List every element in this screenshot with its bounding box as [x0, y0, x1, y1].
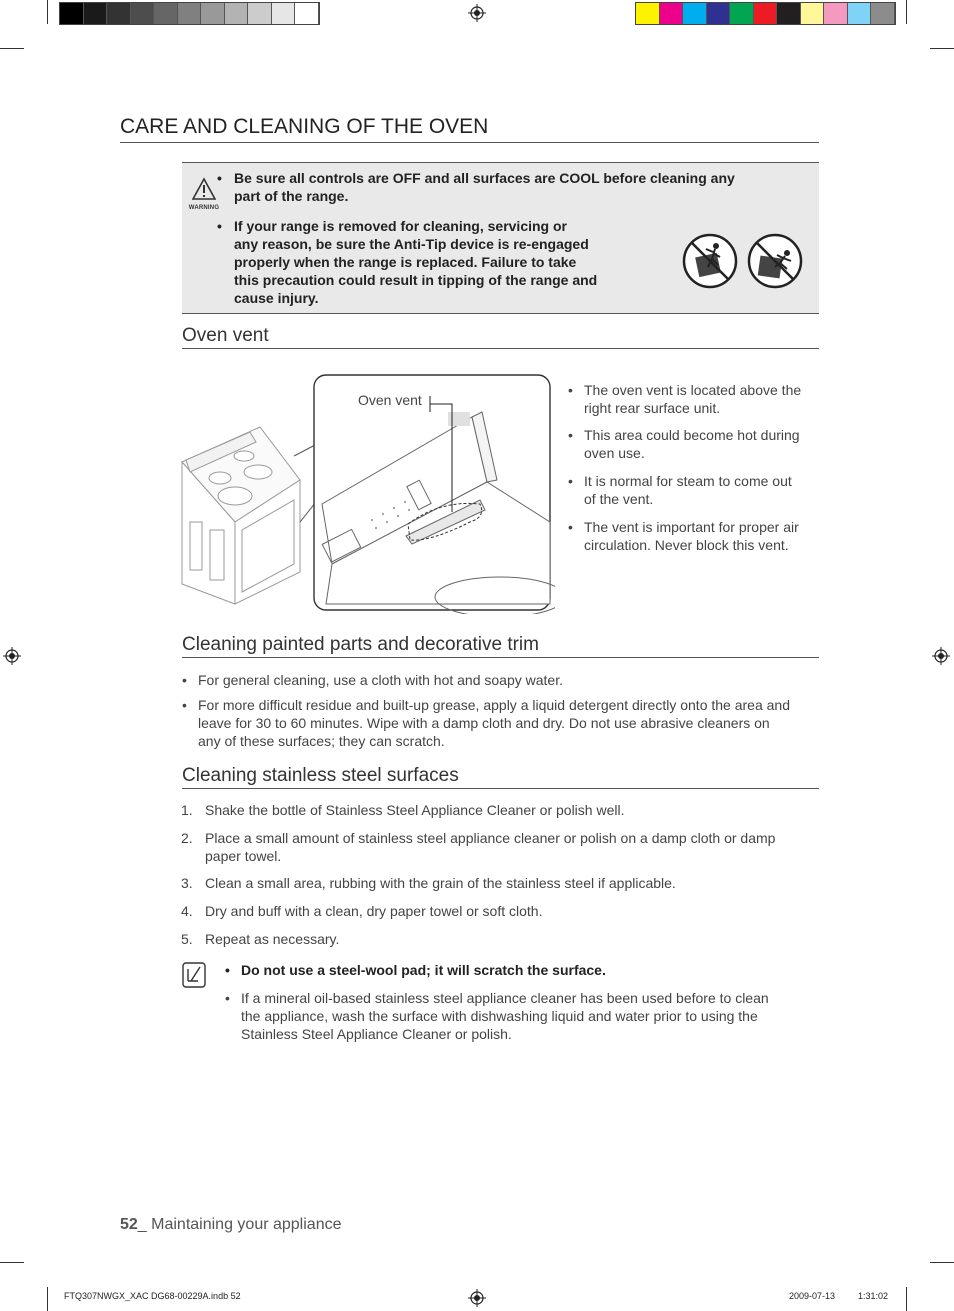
color-swatch [660, 3, 684, 24]
numbered-step [181, 801, 625, 819]
bullet-dot: • [568, 382, 573, 398]
color-swatch [201, 3, 225, 24]
note-item [225, 989, 769, 1043]
section-heading-oven-vent: Oven vent [182, 325, 819, 349]
color-swatch [295, 3, 319, 24]
slug-filename: FTQ307NWGX_XAC DG68-00229A.indb 52 [64, 1291, 241, 1301]
note-line: the appliance, wash the surface with dishwashing liquid and water prior to using the [241, 1008, 758, 1024]
warning-text-line: this precaution could result in tipping of the range and [234, 272, 598, 288]
list-item [568, 518, 799, 554]
page-title: CARE AND CLEANING OF THE OVEN [120, 115, 819, 143]
color-swatch [636, 3, 660, 24]
oven-vent-illustration [180, 372, 555, 614]
bullet-dot: • [568, 473, 573, 489]
step-line: paper towel. [205, 848, 282, 864]
step-number: 5. [181, 931, 193, 947]
step-line: Clean a small area, rubbing with the grain of the stainless steel if applicable. [205, 875, 676, 891]
list-item-line: leave for 30 to 60 minutes. Wipe with a damp cloth and dry. Do not use abrasive cleaners on [198, 715, 770, 731]
color-swatch [848, 3, 872, 24]
color-swatch [107, 3, 131, 24]
slug-time: 1:31:02 [858, 1291, 889, 1301]
bullet-dot: • [225, 962, 230, 978]
step-number: 3. [181, 875, 193, 891]
bullet-dot: • [568, 519, 573, 535]
color-swatch [801, 3, 825, 24]
page-number: 52 [120, 1216, 138, 1233]
color-swatch [225, 3, 249, 24]
color-swatch [777, 3, 801, 24]
color-swatch [871, 3, 895, 24]
step-line: Dry and buff with a clean, dry paper towel or soft cloth. [205, 903, 543, 919]
note-line: If a mineral oil-based stainless steel appliance cleaner has been used before to clean [241, 990, 769, 1006]
registration-mark-icon [468, 1289, 486, 1307]
list-item-line: The vent is important for proper air [584, 519, 799, 535]
bullet-dot: • [182, 672, 187, 688]
color-swatch [84, 3, 108, 24]
registration-mark-icon [3, 647, 21, 665]
footer-section-name: _ Maintaining your appliance [137, 1216, 342, 1233]
bullet-dot: • [225, 990, 230, 1006]
section-heading-stainless: Cleaning stainless steel surfaces [182, 765, 819, 789]
color-swatch-bar [635, 2, 896, 25]
numbered-step [181, 874, 676, 892]
numbered-step [181, 829, 776, 865]
step-number: 1. [181, 802, 193, 818]
warning-text-line: properly when the range is replaced. Failure to take [234, 254, 577, 270]
list-item-line: This area could become hot during [584, 427, 800, 443]
list-item [182, 696, 790, 750]
note-line: Stainless Steel Appliance Cleaner or polish. [241, 1026, 512, 1042]
bullet-dot: • [182, 697, 187, 713]
crop-mark [47, 0, 48, 24]
color-swatch [707, 3, 731, 24]
oven-vent-callout-label: Oven vent [358, 392, 422, 408]
crop-mark [930, 1262, 954, 1263]
warning-item [217, 169, 804, 205]
no-tipping-icon [682, 233, 738, 289]
list-item [568, 472, 792, 508]
registration-mark-icon [932, 647, 950, 665]
numbered-step [181, 930, 340, 948]
crop-mark [930, 48, 954, 49]
step-line: Place a small amount of stainless steel appliance cleaner or polish on a damp cloth or damp [205, 830, 776, 846]
list-item-line: For general cleaning, use a cloth with hot and soapy water. [198, 672, 563, 688]
crop-mark [0, 48, 24, 49]
bullet-dot: • [217, 170, 222, 186]
numbered-step [181, 902, 543, 920]
list-item-line: It is normal for steam to come out [584, 473, 792, 489]
list-item-line: oven use. [584, 445, 645, 461]
warning-text-line: If your range is removed for cleaning, servicing or [234, 218, 567, 234]
gray-swatch-bar [59, 2, 320, 25]
registration-mark-icon [468, 4, 486, 22]
step-number: 2. [181, 830, 193, 846]
warning-item [217, 217, 654, 307]
note-line: Do not use a steel-wool pad; it will scratch the surface. [241, 962, 606, 978]
step-number: 4. [181, 903, 193, 919]
list-item-line: of the vent. [584, 491, 654, 507]
bullet-dot: • [217, 218, 222, 234]
list-item [568, 426, 800, 462]
color-swatch [683, 3, 707, 24]
step-line: Repeat as necessary. [205, 931, 340, 947]
color-swatch [178, 3, 202, 24]
list-item [182, 671, 563, 689]
list-item-line: circulation. Never block this vent. [584, 537, 789, 553]
crop-mark [47, 1287, 48, 1311]
crop-mark [906, 1287, 907, 1311]
warning-triangle-icon [192, 177, 216, 201]
list-item-line: For more difficult residue and built-up grease, apply a liquid detergent directly onto the area and [198, 697, 790, 713]
color-swatch [754, 3, 778, 24]
list-item [568, 381, 802, 417]
crop-mark [906, 0, 907, 24]
warning-label: WARNING [188, 205, 220, 211]
color-swatch [154, 3, 178, 24]
note-icon [182, 962, 206, 988]
note-item [225, 961, 606, 979]
list-item-line: The oven vent is located above the [584, 382, 802, 398]
warning-text-line: Be sure all controls are OFF and all surfaces are COOL before cleaning any [234, 170, 735, 186]
section-heading-painted-parts: Cleaning painted parts and decorative trim [182, 634, 819, 658]
color-swatch [60, 3, 84, 24]
color-swatch [272, 3, 296, 24]
warning-text-line: part of the range. [234, 188, 349, 204]
warning-box [182, 162, 819, 314]
warning-text-line: cause injury. [234, 290, 319, 306]
color-swatch [730, 3, 754, 24]
warning-text-line: any reason, be sure the Anti-Tip device is re-engaged [234, 236, 589, 252]
list-item-line: right rear surface unit. [584, 400, 721, 416]
page-footer [120, 1216, 341, 1234]
step-line: Shake the bottle of Stainless Steel Appliance Cleaner or polish well. [205, 802, 625, 818]
color-swatch [131, 3, 155, 24]
crop-mark [0, 1262, 24, 1263]
color-swatch [248, 3, 272, 24]
bullet-dot: • [568, 427, 573, 443]
list-item-line: any of these surfaces; they can scratch. [198, 733, 445, 749]
color-swatch [824, 3, 848, 24]
no-climbing-icon [747, 233, 803, 289]
slug-date: 2009-07-13 [789, 1291, 836, 1301]
